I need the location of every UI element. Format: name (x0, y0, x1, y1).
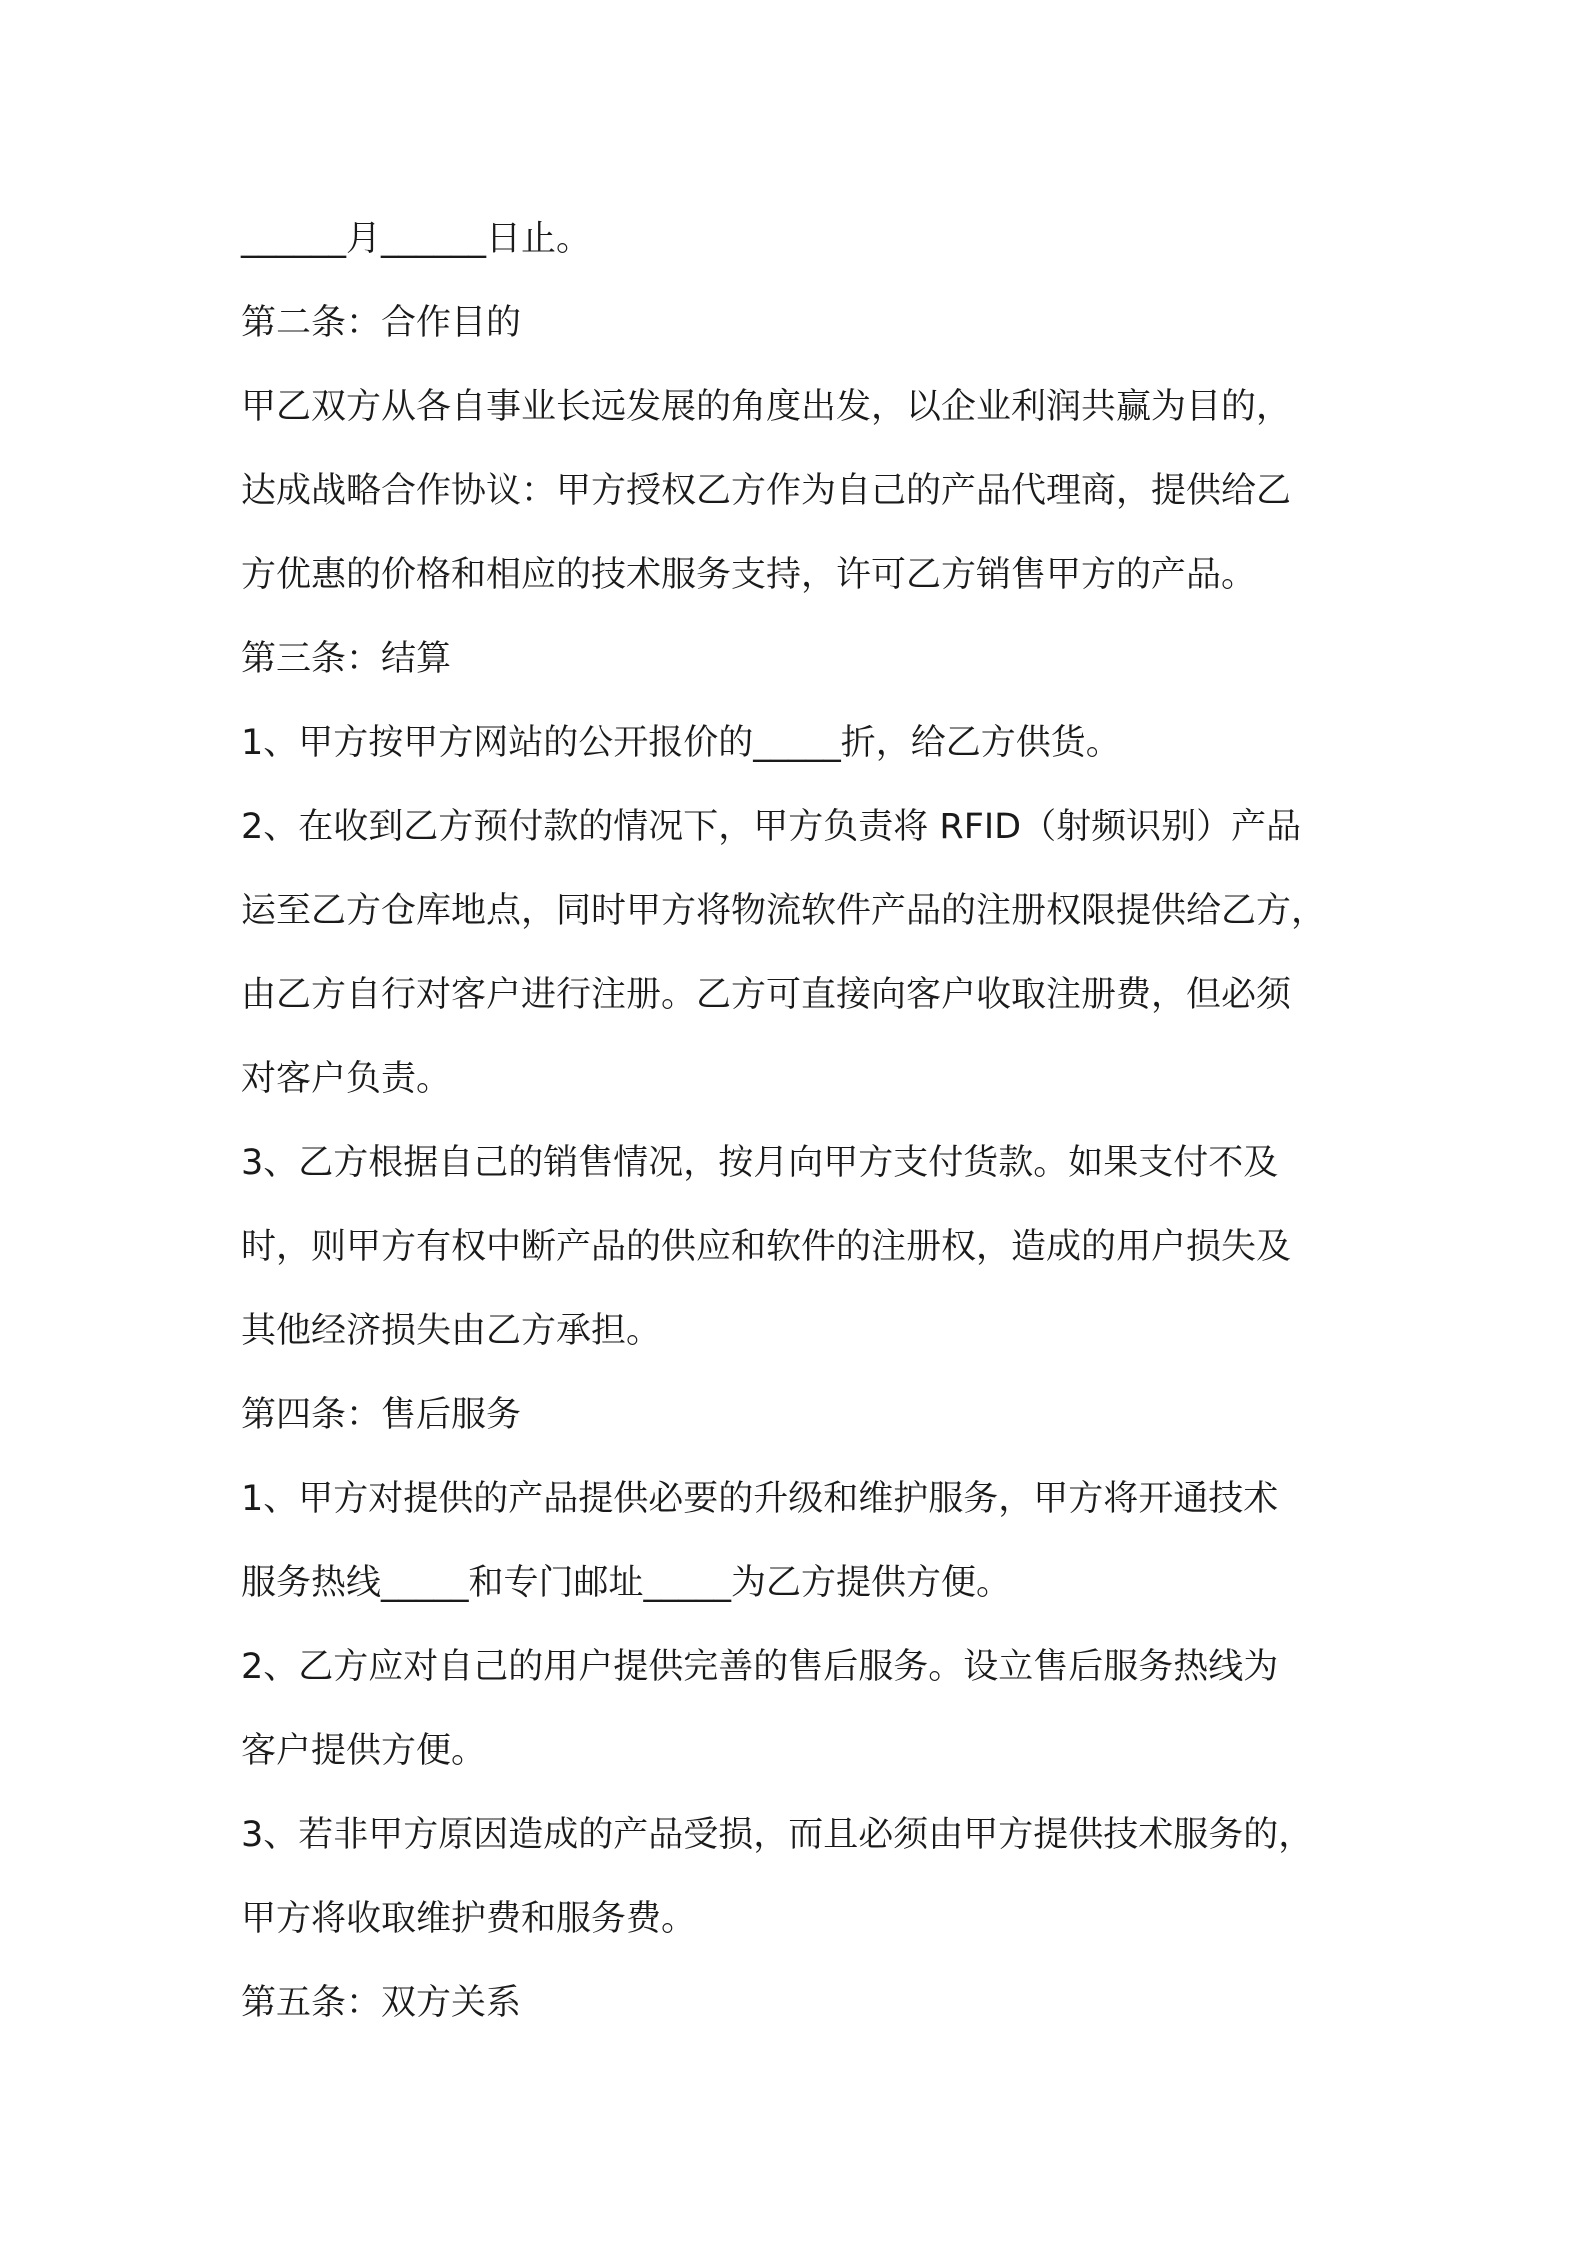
article-3-item-2-line-1: 2、在收到乙方预付款的情况下，甲方负责将 RFID（射频识别）产品 (241, 807, 1302, 847)
article-2-heading: 第二条：合作目的 (241, 303, 522, 343)
article-2-text-line-1: 甲乙双方从各自事业长远发展的角度出发，以企业利润共赢为目的， (241, 387, 1292, 427)
article-2-text-line-3: 方优惠的价格和相应的技术服务支持，许可乙方销售甲方的产品。 (241, 555, 1257, 595)
article-4-item-1-line-1: 1、甲方对提供的产品提供必要的升级和维护服务，甲方将开通技术 (241, 1479, 1279, 1519)
article-3-item-3-line-2: 时，则甲方有权中断产品的供应和软件的注册权，造成的用户损失及 (241, 1227, 1292, 1267)
article-4-item-2-line-1: 2、乙方应对自己的用户提供完善的售后服务。设立售后服务热线为 (241, 1647, 1279, 1687)
article-4-item-3-line-1: 3、若非甲方原因造成的产品受损，而且必须由甲方提供技术服务的， (241, 1815, 1314, 1855)
date-end-line: ______月______日止。 (241, 219, 592, 259)
article-3-item-2-line-2: 运至乙方仓库地点，同时甲方将物流软件产品的注册权限提供给乙方， (241, 891, 1327, 931)
article-2-text-line-2: 达成战略合作协议：甲方授权乙方作为自己的产品代理商，提供给乙 (241, 471, 1292, 511)
article-4-item-3-line-2: 甲方将收取维护费和服务费。 (241, 1899, 697, 1939)
document-body (241, 197, 1371, 2045)
article-3-item-1: 1、甲方按甲方网站的公开报价的_____折，给乙方供货。 (241, 723, 1121, 763)
article-4-heading: 第四条：售后服务 (241, 1395, 522, 1435)
article-3-heading: 第三条：结算 (241, 639, 452, 679)
article-3-item-3-line-1: 3、乙方根据自己的销售情况，按月向甲方支付货款。如果支付不及 (241, 1143, 1279, 1183)
article-4-item-1-line-2: 服务热线_____和专门邮址_____为乙方提供方便。 (241, 1563, 1012, 1603)
article-3-item-2-line-4: 对客户负责。 (241, 1059, 452, 1099)
article-5-heading: 第五条：双方关系 (241, 1983, 522, 2023)
article-4-item-2-line-2: 客户提供方便。 (241, 1731, 487, 1771)
article-3-item-3-line-3: 其他经济损失由乙方承担。 (241, 1311, 662, 1351)
article-3-item-2-line-3: 由乙方自行对客户进行注册。乙方可直接向客户收取注册费，但必须 (241, 975, 1292, 1015)
